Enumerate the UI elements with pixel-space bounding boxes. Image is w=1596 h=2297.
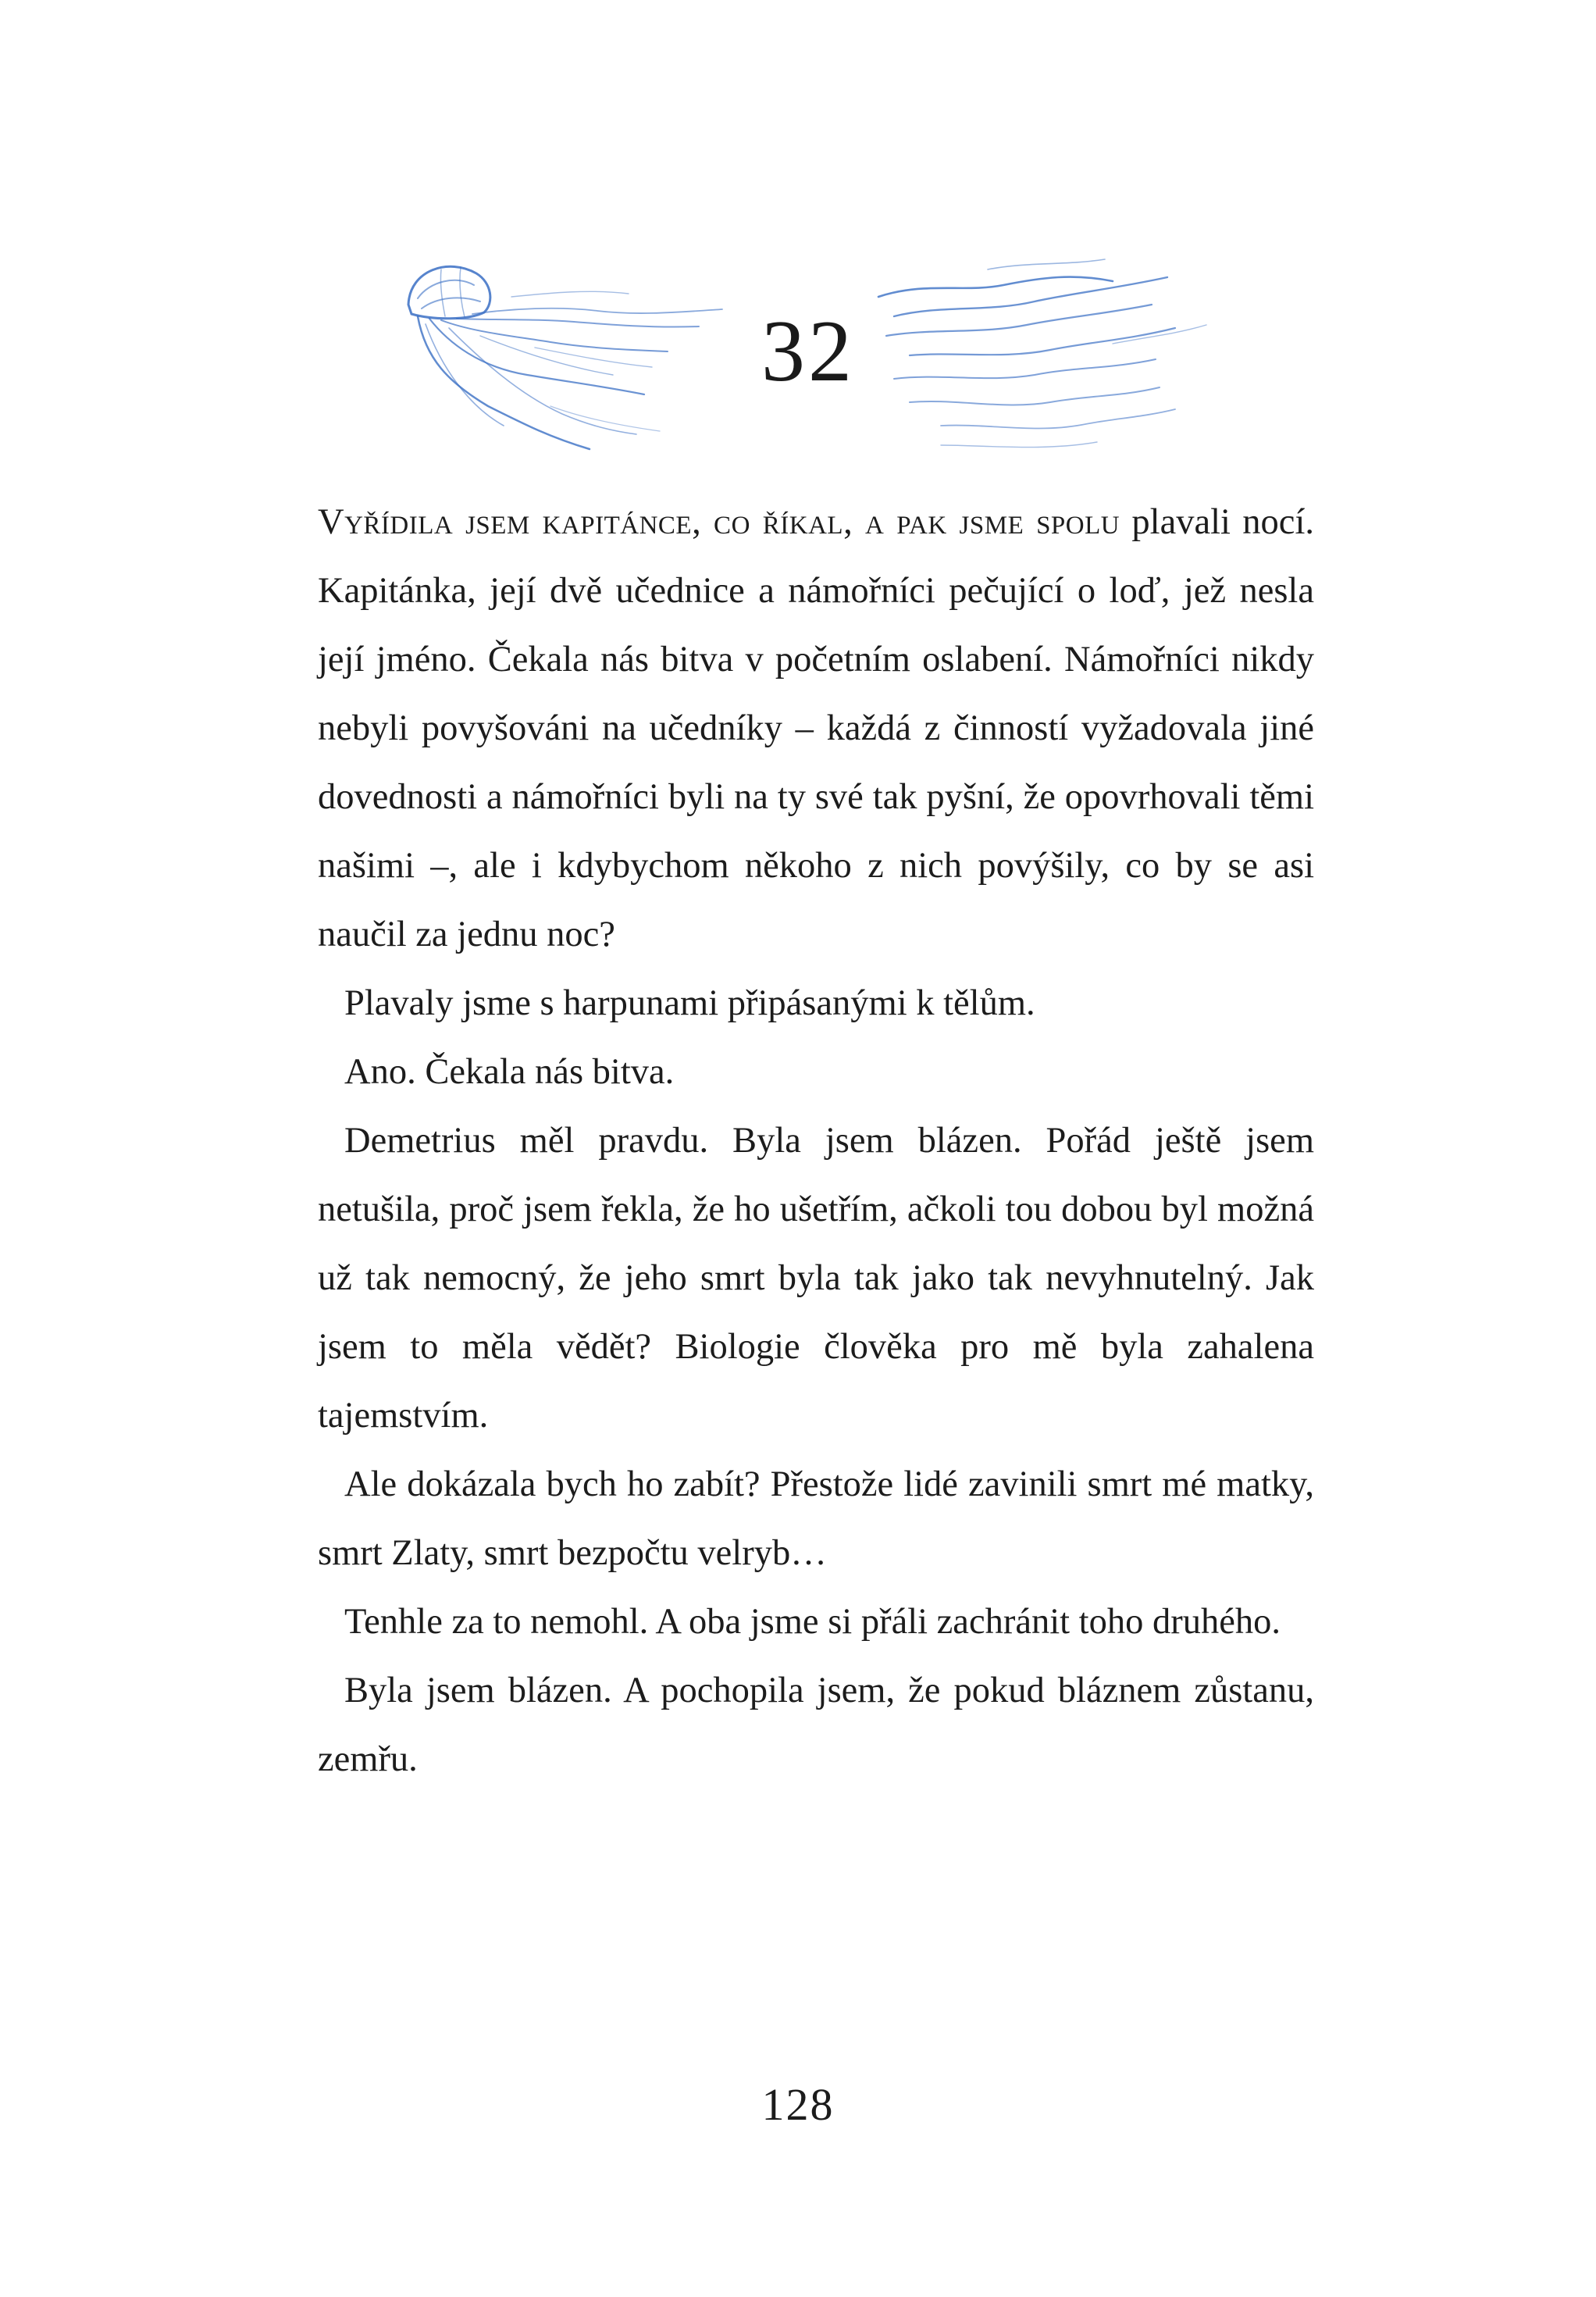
paragraph: Ale dokázala bych ho zabít? Přestože lidé zavinili smrt mé matky, smrt Zlaty, smrt bezpočtu velryb… [318,1464,1314,1573]
paragraph: Byla jsem blázen. A pochopila jsem, že pokud bláznem zůstanu, zemřu. [318,1671,1314,1779]
chapter-body [318,488,1314,1794]
paragraph: Tenhle za to nemohl. A oba jsme si přáli zachránit toho druhého. [344,1602,1281,1642]
chapter-header [394,250,1222,461]
chapter-number: 32 [761,303,855,400]
water-waves-icon [878,259,1206,448]
page-number: 128 [761,2079,835,2130]
paragraph-lead: Vyřídila jsem kapitánce, co říkal, a pak jsme spolu [318,502,1120,542]
paragraph: Plavaly jsme s harpunami připásanými k tělům. [344,983,1035,1023]
paragraph-text: plavali nocí. Kapitánka, její dvě učednice a námořníci pečující o loď, jež nesla její jméno. Čekala nás bitva v početním oslabení. Námořníci nikdy nebyli povyšováni na učedníky – každá z činností vyžadovala jiné dovednosti a námořníci byli na ty své tak pyšní, že opovrhovali těmi našimi –, ale i kdybychom někoho z nich povýšily, co by se asi naučil za jednu noc? [318,502,1314,954]
paragraph: Ano. Čekala nás bitva. [344,1052,675,1092]
jellyfish-icon [408,266,722,449]
paragraph [318,488,1314,969]
paragraph: Demetrius měl pravdu. Byla jsem blázen. Pořád ještě jsem netušila, proč jsem řekla, že ho ušetřím, ačkoli tou dobou byl možná už tak nemocný, že jeho smrt byla tak jako tak nevyhnutelný. Jak jsem to měla vědět? Biologie člověka pro mě byla zahalena tajemstvím. [318,1121,1314,1436]
